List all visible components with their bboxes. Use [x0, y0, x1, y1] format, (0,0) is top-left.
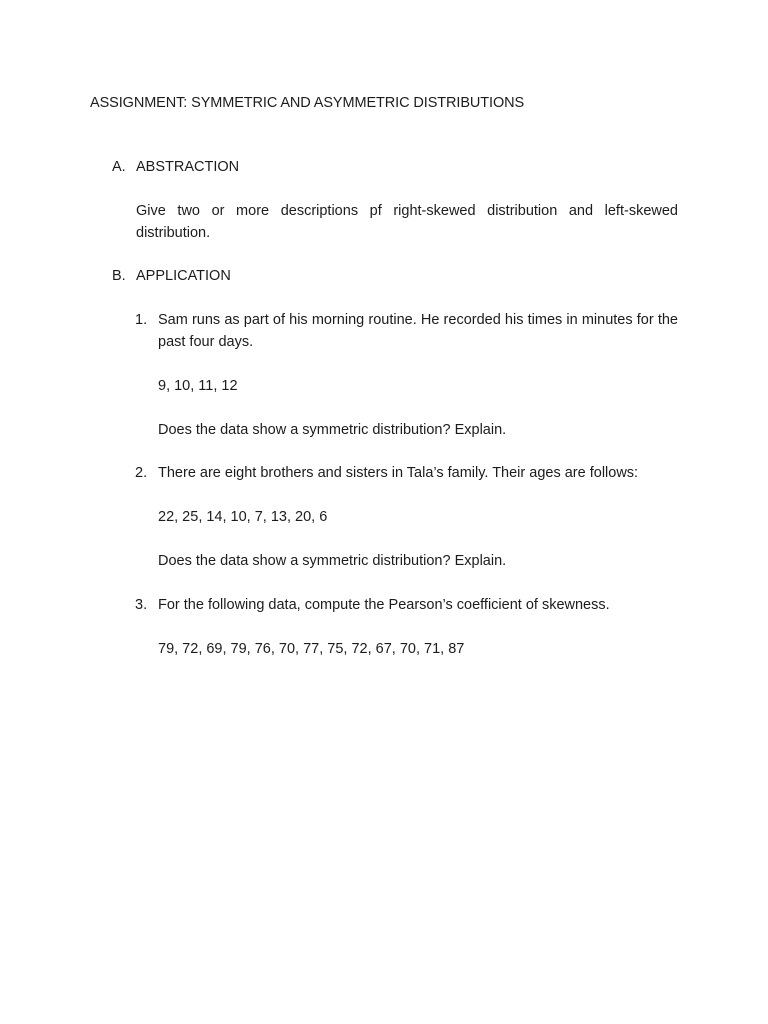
question-1-number: 1.: [135, 312, 148, 328]
assignment-title: ASSIGNMENT: SYMMETRIC AND ASYMMETRIC DISTRIBUTIONS: [90, 95, 525, 111]
question-3-text: For the following data, compute the Pearson’s coefficient of skewness.: [158, 597, 610, 613]
section-a-letter: A.: [112, 159, 126, 175]
question-2-text: There are eight brothers and sisters in Tala’s family. Their ages are follows:: [158, 465, 639, 481]
section-a-paragraph: Give two or more descriptions pf right-skewed distribution and left-skewed distribution.: [136, 203, 678, 241]
question-1-data: 9, 10, 11, 12: [158, 378, 238, 394]
question-2-data: 22, 25, 14, 10, 7, 13, 20, 6: [158, 509, 328, 525]
question-2: [135, 462, 678, 484]
question-3: [135, 594, 678, 616]
section-b-title: APPLICATION: [136, 268, 231, 284]
question-2-prompt: Does the data show a symmetric distribution? Explain.: [158, 553, 507, 569]
question-1: [135, 309, 678, 353]
section-a-heading: [112, 156, 672, 178]
question-3-data: 79, 72, 69, 79, 76, 70, 77, 75, 72, 67, 70, 71, 87: [158, 641, 465, 657]
question-1-prompt: Does the data show a symmetric distribution? Explain.: [158, 422, 507, 438]
section-b-letter: B.: [112, 268, 126, 284]
question-1-text: Sam runs as part of his morning routine. He recorded his times in minutes for the past four days.: [158, 312, 678, 350]
question-2-number: 2.: [135, 465, 148, 481]
question-3-number: 3.: [135, 597, 148, 613]
section-a-title: ABSTRACTION: [136, 159, 240, 175]
section-b-heading: [112, 265, 672, 287]
